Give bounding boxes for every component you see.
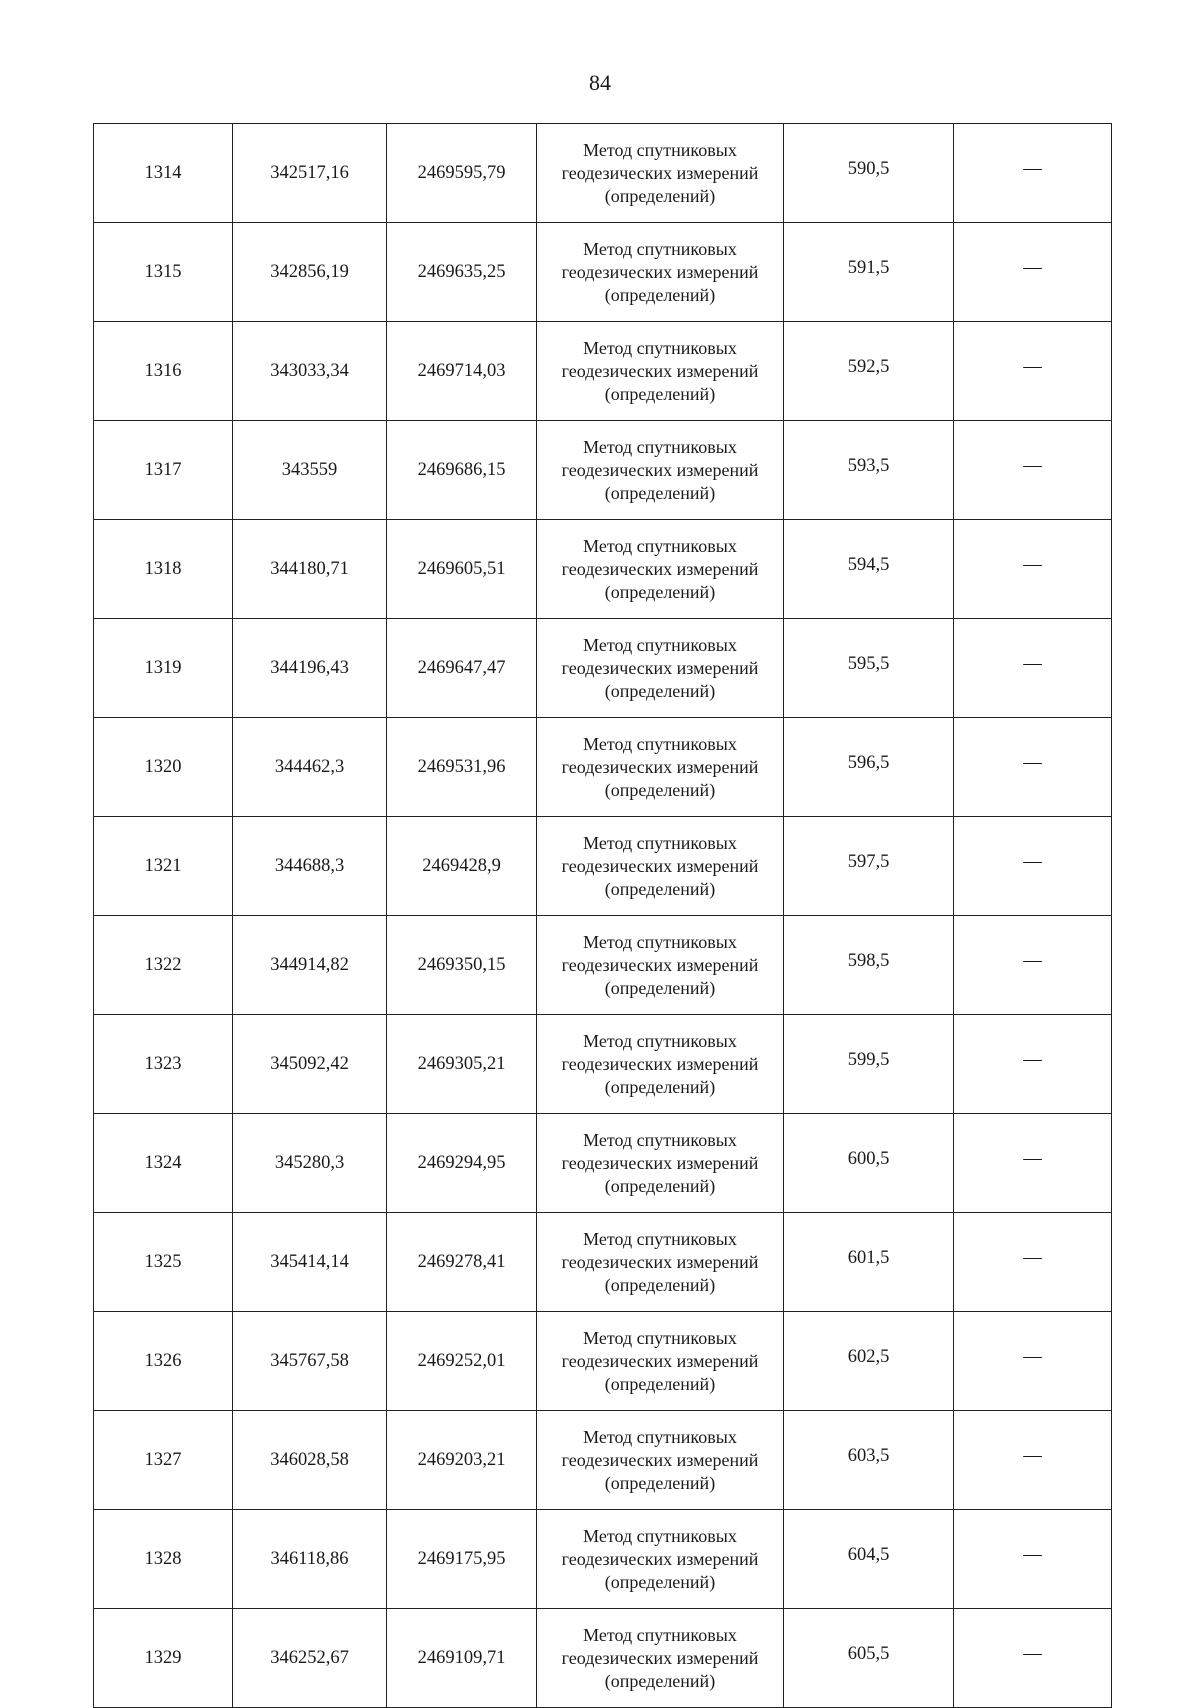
page-number: 84 bbox=[589, 70, 611, 95]
table-row bbox=[94, 1114, 1112, 1213]
method-line: геодезических измерений bbox=[561, 162, 759, 183]
method-line: Метод спутниковых bbox=[583, 1228, 737, 1249]
point-number-cell: 1318 bbox=[94, 520, 233, 619]
accuracy-value-cell: 592,5 bbox=[784, 322, 954, 421]
table-row bbox=[94, 520, 1112, 619]
x-coordinate-cell: 344914,82 bbox=[233, 916, 387, 1015]
y-coordinate-cell: 2469686,15 bbox=[387, 421, 537, 520]
table-row bbox=[94, 124, 1112, 223]
accuracy-value-cell: 602,5 bbox=[784, 1312, 954, 1411]
table-row bbox=[94, 421, 1112, 520]
point-number-cell: 1320 bbox=[94, 718, 233, 817]
x-coordinate-cell: 342856,19 bbox=[233, 223, 387, 322]
accuracy-value-cell: 596,5 bbox=[784, 718, 954, 817]
y-coordinate-cell: 2469428,9 bbox=[387, 817, 537, 916]
accuracy-value-cell: 597,5 bbox=[784, 817, 954, 916]
y-coordinate-cell: 2469595,79 bbox=[387, 124, 537, 223]
x-coordinate-cell: 345280,3 bbox=[233, 1114, 387, 1213]
method-line: геодезических измерений bbox=[561, 459, 759, 480]
method-line: геодезических измерений bbox=[561, 756, 759, 777]
method-line: геодезических измерений bbox=[561, 855, 759, 876]
method-line: Метод спутниковых bbox=[583, 1327, 737, 1348]
point-number-cell: 1314 bbox=[94, 124, 233, 223]
dash-cell: — bbox=[954, 1609, 1112, 1708]
table-row bbox=[94, 1015, 1112, 1114]
accuracy-value-cell: 603,5 bbox=[784, 1411, 954, 1510]
method-line: геодезических измерений bbox=[561, 954, 759, 975]
table-body bbox=[94, 124, 1112, 1708]
y-coordinate-cell: 2469305,21 bbox=[387, 1015, 537, 1114]
accuracy-value-cell: 590,5 bbox=[784, 124, 954, 223]
y-coordinate-cell: 2469175,95 bbox=[387, 1510, 537, 1609]
method-line: Метод спутниковых bbox=[583, 337, 737, 358]
y-coordinate-cell: 2469714,03 bbox=[387, 322, 537, 421]
y-coordinate-cell: 2469252,01 bbox=[387, 1312, 537, 1411]
method-cell bbox=[537, 1510, 784, 1609]
method-cell bbox=[537, 124, 784, 223]
method-line: Метод спутниковых bbox=[583, 733, 737, 754]
dash-cell: — bbox=[954, 1213, 1112, 1312]
method-cell bbox=[537, 718, 784, 817]
x-coordinate-cell: 345092,42 bbox=[233, 1015, 387, 1114]
point-number-cell: 1324 bbox=[94, 1114, 233, 1213]
method-cell bbox=[537, 322, 784, 421]
x-coordinate-cell: 345767,58 bbox=[233, 1312, 387, 1411]
method-line: геодезических измерений bbox=[561, 1053, 759, 1074]
x-coordinate-cell: 344462,3 bbox=[233, 718, 387, 817]
table-row bbox=[94, 916, 1112, 1015]
dash-cell: — bbox=[954, 520, 1112, 619]
method-cell bbox=[537, 817, 784, 916]
y-coordinate-cell: 2469203,21 bbox=[387, 1411, 537, 1510]
method-line: (определений) bbox=[604, 1571, 716, 1592]
method-cell bbox=[537, 223, 784, 322]
table-row bbox=[94, 223, 1112, 322]
y-coordinate-cell: 2469278,41 bbox=[387, 1213, 537, 1312]
point-number-cell: 1315 bbox=[94, 223, 233, 322]
method-line: Метод спутниковых bbox=[583, 1624, 737, 1645]
accuracy-value-cell: 604,5 bbox=[784, 1510, 954, 1609]
accuracy-value-cell: 605,5 bbox=[784, 1609, 954, 1708]
table-row bbox=[94, 817, 1112, 916]
accuracy-value-cell: 595,5 bbox=[784, 619, 954, 718]
point-number-cell: 1323 bbox=[94, 1015, 233, 1114]
method-line: (определений) bbox=[604, 878, 716, 899]
y-coordinate-cell: 2469350,15 bbox=[387, 916, 537, 1015]
dash-cell: — bbox=[954, 916, 1112, 1015]
method-line: Метод спутниковых bbox=[583, 1525, 737, 1546]
method-line: (определений) bbox=[604, 977, 716, 998]
dash-cell: — bbox=[954, 1114, 1112, 1213]
y-coordinate-cell: 2469635,25 bbox=[387, 223, 537, 322]
table-row bbox=[94, 1510, 1112, 1609]
method-line: (определений) bbox=[604, 1076, 716, 1097]
method-line: геодезических измерений bbox=[561, 558, 759, 579]
method-line: геодезических измерений bbox=[561, 360, 759, 381]
x-coordinate-cell: 344180,71 bbox=[233, 520, 387, 619]
x-coordinate-cell: 346118,86 bbox=[233, 1510, 387, 1609]
point-number-cell: 1321 bbox=[94, 817, 233, 916]
method-line: Метод спутниковых bbox=[583, 832, 737, 853]
table-row bbox=[94, 1609, 1112, 1708]
dash-cell: — bbox=[954, 322, 1112, 421]
y-coordinate-cell: 2469647,47 bbox=[387, 619, 537, 718]
point-number-cell: 1328 bbox=[94, 1510, 233, 1609]
point-number-cell: 1325 bbox=[94, 1213, 233, 1312]
dash-cell: — bbox=[954, 619, 1112, 718]
method-line: (определений) bbox=[604, 1373, 716, 1394]
accuracy-value-cell: 593,5 bbox=[784, 421, 954, 520]
method-line: Метод спутниковых bbox=[583, 139, 737, 160]
y-coordinate-cell: 2469294,95 bbox=[387, 1114, 537, 1213]
accuracy-value-cell: 598,5 bbox=[784, 916, 954, 1015]
table-row bbox=[94, 322, 1112, 421]
point-number-cell: 1317 bbox=[94, 421, 233, 520]
x-coordinate-cell: 343559 bbox=[233, 421, 387, 520]
accuracy-value-cell: 601,5 bbox=[784, 1213, 954, 1312]
method-cell bbox=[537, 421, 784, 520]
dash-cell: — bbox=[954, 421, 1112, 520]
x-coordinate-cell: 344196,43 bbox=[233, 619, 387, 718]
method-line: (определений) bbox=[604, 482, 716, 503]
method-cell bbox=[537, 1312, 784, 1411]
method-line: Метод спутниковых bbox=[583, 238, 737, 259]
method-line: (определений) bbox=[604, 1274, 716, 1295]
dash-cell: — bbox=[954, 1312, 1112, 1411]
method-line: Метод спутниковых bbox=[583, 1129, 737, 1150]
point-number-cell: 1327 bbox=[94, 1411, 233, 1510]
point-number-cell: 1322 bbox=[94, 916, 233, 1015]
x-coordinate-cell: 346252,67 bbox=[233, 1609, 387, 1708]
table-row bbox=[94, 718, 1112, 817]
y-coordinate-cell: 2469109,71 bbox=[387, 1609, 537, 1708]
table-row bbox=[94, 1411, 1112, 1510]
x-coordinate-cell: 346028,58 bbox=[233, 1411, 387, 1510]
method-cell bbox=[537, 1114, 784, 1213]
y-coordinate-cell: 2469531,96 bbox=[387, 718, 537, 817]
x-coordinate-cell: 344688,3 bbox=[233, 817, 387, 916]
method-line: геодезических измерений bbox=[561, 261, 759, 282]
method-cell bbox=[537, 1609, 784, 1708]
accuracy-value-cell: 591,5 bbox=[784, 223, 954, 322]
table-row bbox=[94, 1213, 1112, 1312]
method-line: (определений) bbox=[604, 1670, 716, 1691]
x-coordinate-cell: 345414,14 bbox=[233, 1213, 387, 1312]
table-row bbox=[94, 1312, 1112, 1411]
method-line: Метод спутниковых bbox=[583, 931, 737, 952]
method-cell bbox=[537, 1213, 784, 1312]
point-number-cell: 1316 bbox=[94, 322, 233, 421]
point-number-cell: 1326 bbox=[94, 1312, 233, 1411]
method-line: (определений) bbox=[604, 284, 716, 305]
method-line: геодезических измерений bbox=[561, 1647, 759, 1668]
method-line: Метод спутниковых bbox=[583, 1030, 737, 1051]
coordinates-table bbox=[93, 123, 1112, 1708]
method-cell bbox=[537, 619, 784, 718]
method-cell bbox=[537, 1015, 784, 1114]
method-line: (определений) bbox=[604, 383, 716, 404]
method-line: (определений) bbox=[604, 680, 716, 701]
method-line: (определений) bbox=[604, 1472, 716, 1493]
method-line: геодезических измерений bbox=[561, 1350, 759, 1371]
x-coordinate-cell: 342517,16 bbox=[233, 124, 387, 223]
method-line: Метод спутниковых bbox=[583, 535, 737, 556]
point-number-cell: 1329 bbox=[94, 1609, 233, 1708]
x-coordinate-cell: 343033,34 bbox=[233, 322, 387, 421]
method-line: геодезических измерений bbox=[561, 1251, 759, 1272]
method-line: Метод спутниковых bbox=[583, 1426, 737, 1447]
method-line: (определений) bbox=[604, 581, 716, 602]
dash-cell: — bbox=[954, 124, 1112, 223]
dash-cell: — bbox=[954, 1411, 1112, 1510]
y-coordinate-cell: 2469605,51 bbox=[387, 520, 537, 619]
method-line: Метод спутниковых bbox=[583, 634, 737, 655]
table-row bbox=[94, 619, 1112, 718]
accuracy-value-cell: 594,5 bbox=[784, 520, 954, 619]
dash-cell: — bbox=[954, 817, 1112, 916]
point-number-cell: 1319 bbox=[94, 619, 233, 718]
method-line: (определений) bbox=[604, 779, 716, 800]
method-line: (определений) bbox=[604, 1175, 716, 1196]
dash-cell: — bbox=[954, 223, 1112, 322]
dash-cell: — bbox=[954, 1510, 1112, 1609]
method-line: геодезических измерений bbox=[561, 1548, 759, 1569]
method-line: Метод спутниковых bbox=[583, 436, 737, 457]
dash-cell: — bbox=[954, 718, 1112, 817]
method-line: геодезических измерений bbox=[561, 1449, 759, 1470]
method-cell bbox=[537, 520, 784, 619]
method-line: (определений) bbox=[604, 185, 716, 206]
accuracy-value-cell: 600,5 bbox=[784, 1114, 954, 1213]
dash-cell: — bbox=[954, 1015, 1112, 1114]
method-cell bbox=[537, 1411, 784, 1510]
method-line: геодезических измерений bbox=[561, 657, 759, 678]
accuracy-value-cell: 599,5 bbox=[784, 1015, 954, 1114]
method-cell bbox=[537, 916, 784, 1015]
method-line: геодезических измерений bbox=[561, 1152, 759, 1173]
